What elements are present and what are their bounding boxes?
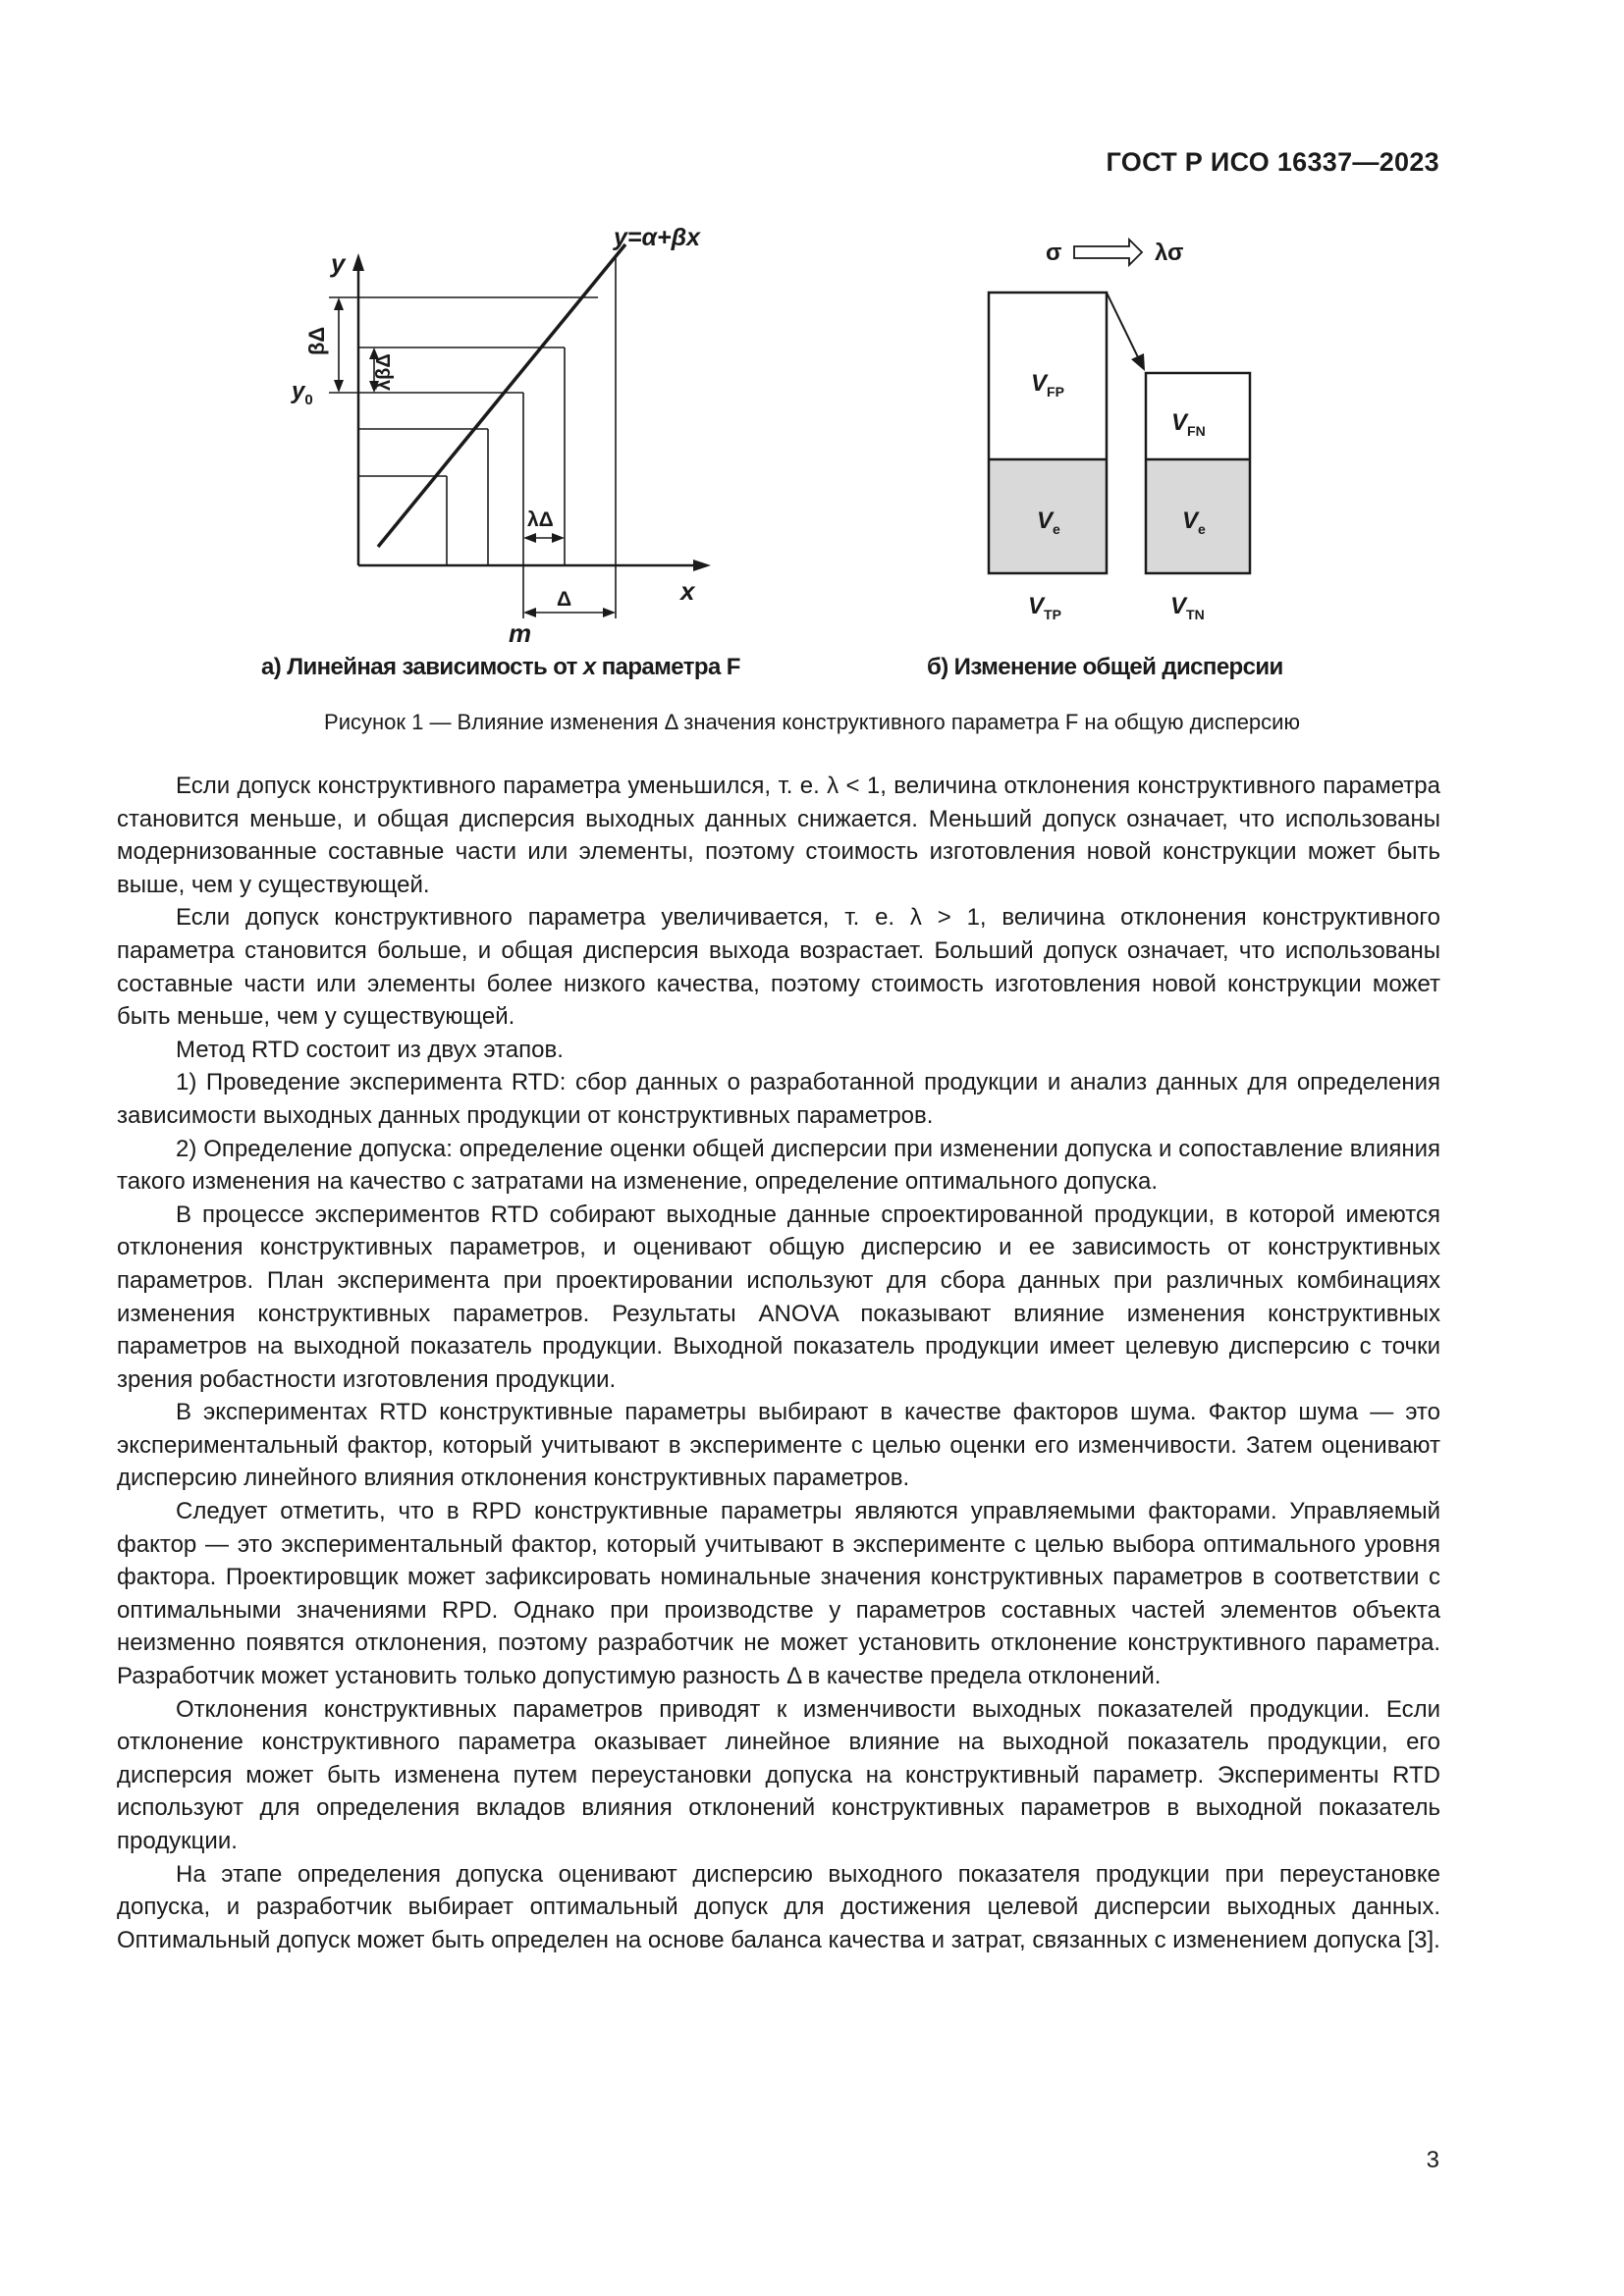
paragraph: Если допуск конструктивного параметра увеличивается, т. е. λ > 1, величина отклонения конструктивного параметра становится больше, и общая дисперсия выхода возрастает. Больший допуск означает, что использованы составные части или элементы более низкого качества, поэтому стоимость изготовления новой конструкции может быть меньше, чем у существующей. xyxy=(117,904,1440,1031)
document-code-header: ГОСТ Р ИСО 16337—2023 xyxy=(1106,147,1439,177)
vfp-sub: FP xyxy=(1047,384,1064,400)
vfn-sub: FN xyxy=(1187,423,1206,439)
beta-delta-label: βΔ xyxy=(304,326,329,355)
vfn-v: V xyxy=(1171,409,1188,436)
vtn-sub: TN xyxy=(1186,607,1205,622)
panel-a-labels xyxy=(291,224,701,648)
figure-1 xyxy=(0,0,1624,687)
vtp-label xyxy=(1028,593,1061,622)
paragraph: Метод RTD состоит из двух этапов. xyxy=(176,1036,564,1063)
paragraph: 1) Проведение эксперимента RTD: сбор данных о разработанной продукции и анализ данных для определения зависимости выходных данных продукции от конструктивных параметров. xyxy=(117,1069,1440,1129)
ve-right-v: V xyxy=(1182,507,1199,534)
y0-label xyxy=(291,378,313,408)
y-axis-arrow xyxy=(352,253,364,271)
beta-delta-arrow-top xyxy=(334,297,344,310)
vtp-v: V xyxy=(1028,593,1045,619)
equation-label: y=α+βx xyxy=(614,224,701,251)
ve-left-sub: e xyxy=(1053,521,1060,537)
caption-a-prefix: а) Линейная зависимость от xyxy=(261,654,583,680)
ve-left-v: V xyxy=(1037,507,1054,534)
figure-title: Рисунок 1 — Влияние изменения Δ значения конструктивного параметра F на общую дисперсию xyxy=(324,710,1300,734)
caption-a-var: x xyxy=(582,654,596,680)
x-axis-label: x xyxy=(680,576,695,606)
lambda-delta-label: λΔ xyxy=(527,508,554,531)
paragraph: 2) Определение допуска: определение оценки общей дисперсии при изменении допуска и сопоставление влияния такого изменения на качество с затратами на изменение, определение оптимального допуска. xyxy=(117,1135,1440,1196)
sigma-transform-arrow xyxy=(1074,240,1142,265)
caption-a-suffix: параметра F xyxy=(595,654,740,680)
sigma-label: σ xyxy=(1046,240,1062,266)
vtp-sub: TP xyxy=(1044,607,1061,622)
paragraph: На этапе определения допуска оценивают дисперсию выходного показателя продукции при переустановке допуска, и разработчик выбирает оптимальный допуск для достижения целевой дисперсии выходных данных. Оптимальный допуск может быть определен на основе баланса качества и затрат, связанных с изменением допуска [3]. xyxy=(117,1860,1440,1953)
y0-main: y xyxy=(292,378,305,404)
x-axis-arrow xyxy=(693,560,711,571)
figure-caption-b: б) Изменение общей дисперсии xyxy=(927,654,1283,680)
beta-delta-arrow-bottom xyxy=(334,380,344,393)
paragraph: В экспериментах RTD конструктивные параметры выбирают в качестве факторов шума. Фактор шума — это экспериментальный фактор, который учитывают в эксперименте с целью оценки его изменчивости. Затем оценивают дисперсию линейного влияния отклонения конструктивных параметров. xyxy=(117,1399,1440,1492)
delta-arrow-left xyxy=(523,608,536,617)
linear-function-line xyxy=(378,244,625,547)
y-axis-label: y xyxy=(331,248,346,278)
page-number: 3 xyxy=(1426,2147,1439,2173)
delta-arrow-right xyxy=(603,608,616,617)
paragraph: В процессе экспериментов RTD собирают выходные данные спроектированной продукции, в которой имеются отклонения конструктивных параметров, и оценивают общую дисперсию и ее зависимость от конструктивных параметров. План эксперимента при проектировании используют для сбора данных при различных комбинациях изменения конструктивных параметров. Результаты ANOVA показывают влияние изменения конструктивных параметров на выходной показатель продукции. Выходной показатель продукции имеет целевую дисперсию с точки зрения робастности изготовления продукции. xyxy=(117,1201,1440,1393)
lambda-delta-arrow-left xyxy=(523,533,536,543)
panel-a-linear-dependence xyxy=(329,244,711,618)
lambda-delta-arrow-right xyxy=(552,533,565,543)
shrink-arrow-line xyxy=(1107,293,1139,359)
paragraph: Если допуск конструктивного параметра уменьшился, т. е. λ < 1, величина отклонения конструктивного параметра становится меньше, и общая дисперсия выходных данных снижается. Меньший допуск означает, что использованы модернизованные составные части или элементы, поэтому стоимость изготовления новой конструкции может быть выше, чем у существующей. xyxy=(117,773,1440,898)
delta-label: Δ xyxy=(557,588,572,611)
paragraph: Отклонения конструктивных параметров приводят к изменчивости выходных показателей продукции. Если отклонение конструктивного параметра оказывает линейное влияние на выходной показатель продукции, его дисперсия может быть изменена путем переустановки допуска на конструктивный параметр. Эксперименты RTD используют для определения вкладов влияния отклонений конструктивных параметров в выходной показатель продукции. xyxy=(117,1695,1440,1854)
vtn-label xyxy=(1170,593,1205,622)
lambda-beta-delta-label: λβΔ xyxy=(373,353,395,391)
vfn-label xyxy=(1171,409,1206,439)
body-text xyxy=(117,770,1440,1956)
y0-subscript: 0 xyxy=(304,392,313,408)
lambda-sigma-label: λσ xyxy=(1155,240,1184,266)
paragraph: Следует отметить, что в RPD конструктивные параметры являются управляемыми факторами. Управляемый фактор — это экспериментальный фактор, который учитывают в эксперименте с целью выбора оптимального уровня фактора. Проектировщик может зафиксировать номинальные значения конструктивных параметров в соответствии с оптимальными значениями RPD. Однако при производстве у параметров составных частей элементов объекта неизменно появятся отклонения, поэтому разработчик не может установить отклонение конструктивного параметра. Разработчик может установить только допустимую разность Δ в качестве предела отклонений. xyxy=(117,1498,1440,1690)
vfp-v: V xyxy=(1031,370,1048,397)
figure-caption-a xyxy=(261,654,740,681)
m-label: m xyxy=(509,618,532,648)
panel-b-variance xyxy=(989,240,1250,573)
ve-right-sub: e xyxy=(1198,521,1206,537)
vfp-label xyxy=(1031,370,1064,400)
vtn-v: V xyxy=(1170,593,1187,619)
